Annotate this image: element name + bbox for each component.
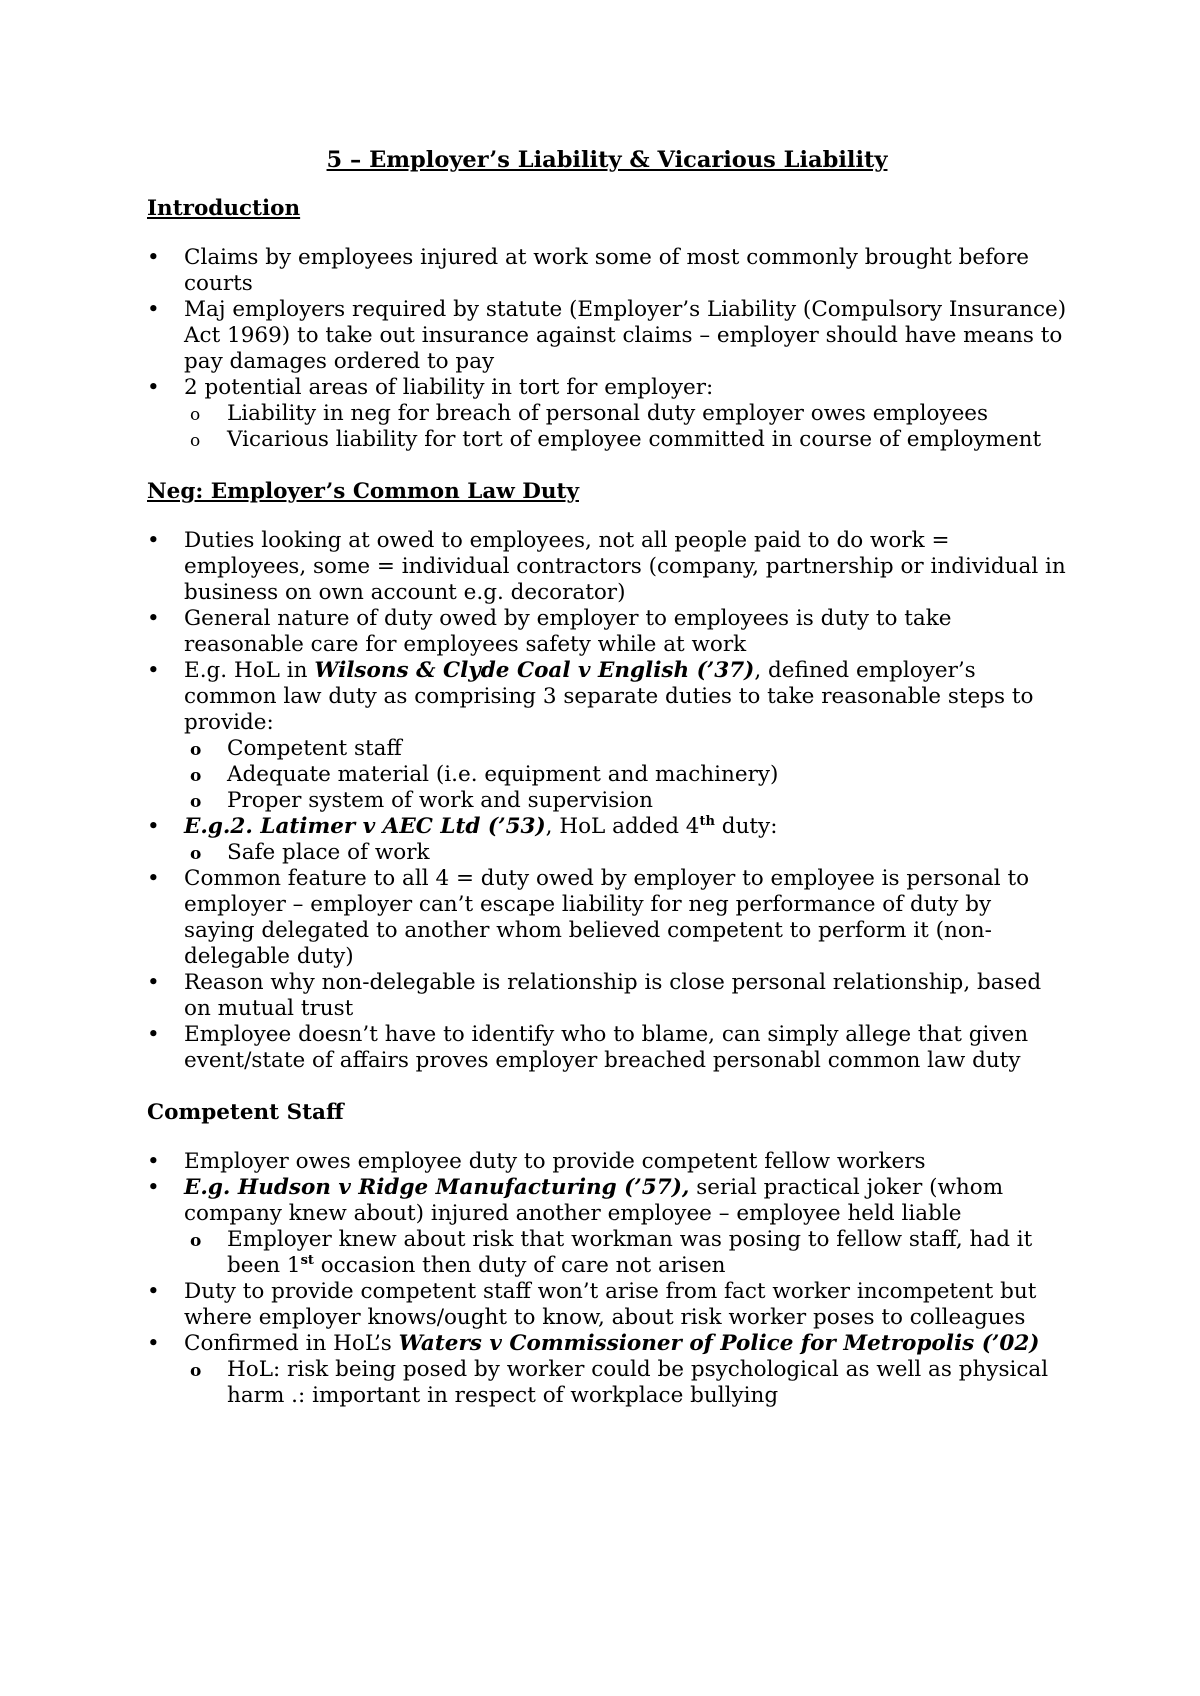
heading-competent-staff: Competent Staff <box>147 1100 344 1125</box>
sub-list-item: o Adequate material (i.e. equipment and machinery) <box>190 762 779 787</box>
bullet-icon: • <box>147 528 160 553</box>
bullet-icon: • <box>147 970 160 995</box>
bullet-icon: • <box>147 297 160 322</box>
circle-bullet-icon: o <box>190 405 201 425</box>
bullet-icon: • <box>147 814 160 839</box>
bullet-icon: • <box>147 1175 160 1200</box>
sub-list <box>184 736 1067 814</box>
circle-bullet-icon: o <box>190 1361 202 1381</box>
sub-list-item: o Proper system of work and supervision <box>190 788 653 813</box>
sub-list-item: o Competent staff <box>190 736 402 761</box>
case-name: E.g.2. Latimer v AEC Ltd (’53) <box>184 814 546 839</box>
sub-list-item: o Vicarious liability for tort of employee committed in course of employment <box>190 427 1042 452</box>
case-name: E.g. Hudson v Ridge Manufacturing (’57), <box>184 1175 690 1200</box>
list-item: • 2 potential areas of liability in tort for employer: o Liability in neg for breach of personal duty employer owes employees o Vicarious liability for tort of employee committed in course of employment <box>147 375 1067 453</box>
circle-bullet-icon: o <box>190 740 202 760</box>
list-item: • Reason why non-delegable is relationship is close personal relationship, based on mutual trust <box>147 970 1042 1021</box>
list-item: • Common feature to all 4 = duty owed by employer to employee is personal to employer – employer can’t escape liability for neg performance of duty by saying delegated to another whom believed competent to perform it (non-delegable duty) <box>147 866 1030 969</box>
sub-list <box>184 401 1067 453</box>
heading-neg-duty: Neg: Employer’s Common Law Duty <box>147 479 579 504</box>
list-item: • General nature of duty owed by employer to employees is duty to take reasonable care for employees safety while at work <box>147 606 952 657</box>
bullet-icon: • <box>147 658 160 683</box>
neg-list <box>147 528 1067 1074</box>
list-item: • E.g. Hudson v Ridge Manufacturing (’57), serial practical joker (whom company knew about) injured another employee – employee held liable o Employer knew about risk that workman was posing to fellow staff, had it been 1st occasion then duty of care not arisen <box>147 1175 1067 1279</box>
case-name: Wilsons & Clyde Coal v English (’37) <box>314 658 755 683</box>
list-item: • Maj employers required by statute (Employer’s Liability (Compulsory Insurance) Act 1969) to take out insurance against claims – employer should have means to pay damages ordered to pay <box>147 297 1067 374</box>
bullet-icon: • <box>147 1149 160 1174</box>
intro-list <box>147 245 1067 453</box>
sub-list-item: o Employer knew about risk that workman was posing to fellow staff, had it been 1st occasion then duty of care not arisen <box>190 1227 1033 1278</box>
case-name: Waters v Commissioner of Police for Metropolis (’02) <box>398 1331 1040 1356</box>
circle-bullet-icon: o <box>190 792 202 812</box>
bullet-icon: • <box>147 375 160 400</box>
list-item: • Confirmed in HoL’s Waters v Commissioner of Police for Metropolis (’02) o HoL: risk being posed by worker could be psychological as well as physical harm .: important in respect of workplace bullying <box>147 1331 1067 1409</box>
circle-bullet-icon: o <box>190 766 202 786</box>
page-title: 5 – Employer’s Liability & Vicarious Liability <box>326 147 888 173</box>
bullet-icon: • <box>147 245 160 270</box>
list-item: • Duty to provide competent staff won’t arise from fact worker incompetent but where employer knows/ought to know, about risk worker poses to colleagues <box>147 1279 1037 1330</box>
list-item: • E.g.2. Latimer v AEC Ltd (’53), HoL added 4th duty: o Safe place of work <box>147 814 1067 866</box>
bullet-icon: • <box>147 866 160 891</box>
bullet-icon: • <box>147 606 160 631</box>
sub-list-item: o HoL: risk being posed by worker could be psychological as well as physical harm .: important in respect of workplace bullying <box>190 1357 1049 1408</box>
list-item: • Employee doesn’t have to identify who to blame, can simply allege that given event/state of affairs proves employer breached personabl common law duty <box>147 1022 1029 1073</box>
circle-bullet-icon: o <box>190 431 201 451</box>
circle-bullet-icon: o <box>190 1231 202 1251</box>
sub-list-item: o Safe place of work <box>190 840 430 865</box>
document-content <box>147 130 1067 1409</box>
list-item: • E.g. HoL in Wilsons & Clyde Coal v English (’37), defined employer’s common law duty as comprising 3 separate duties to take reasonable steps to provide: o Competent staff o Adequate material (i.e. equipment and machinery) o Proper system of work and supervision <box>147 658 1067 814</box>
sub-list-item: o Liability in neg for breach of personal duty employer owes employees <box>190 401 989 426</box>
sub-list <box>184 1227 1067 1279</box>
staff-list <box>147 1149 1067 1409</box>
list-item: • Duties looking at owed to employees, not all people paid to do work = employees, some = individual contractors (company, partnership or individual in business on own account e.g. decorator) <box>147 528 1066 605</box>
bullet-icon: • <box>147 1331 160 1356</box>
list-item: • Claims by employees injured at work some of most commonly brought before courts <box>147 245 1029 296</box>
list-item: • Employer owes employee duty to provide competent fellow workers <box>147 1149 926 1174</box>
bullet-icon: • <box>147 1279 160 1304</box>
sub-list <box>184 840 1067 866</box>
circle-bullet-icon: o <box>190 844 202 864</box>
sub-list <box>184 1357 1067 1409</box>
bullet-icon: • <box>147 1022 160 1047</box>
heading-introduction: Introduction <box>147 196 301 221</box>
